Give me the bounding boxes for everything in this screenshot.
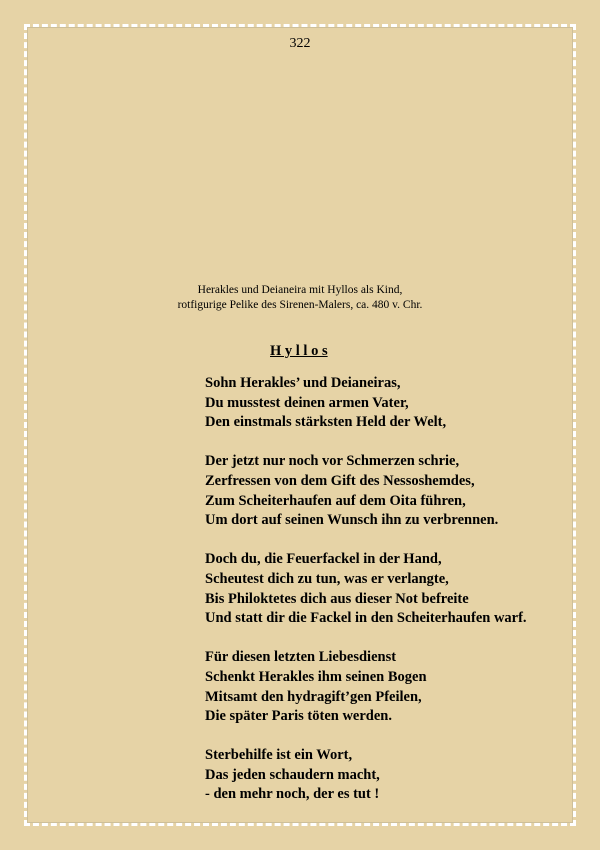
poem-line: Du musstest deinen armen Vater, xyxy=(205,394,409,411)
poem-line: Und statt dir die Fackel in den Scheiterhaufen warf. xyxy=(205,610,527,627)
poem-line: Der jetzt nur noch vor Schmerzen schrie, xyxy=(205,453,460,470)
stanza-5 xyxy=(205,746,527,805)
caption-line-1: Herakles und Deianeira mit Hyllos als Kind, xyxy=(197,284,403,296)
poem-title: H y l l o s xyxy=(270,343,328,359)
page-number: 322 xyxy=(289,36,311,51)
poem-line: Das jeden schaudern macht, xyxy=(205,766,380,783)
poem-line: Den einstmals stärksten Held der Welt, xyxy=(205,414,447,431)
poem-line: Mitsamt den hydragift’gen Pfeilen, xyxy=(205,688,422,705)
poem-line: Bis Philoktetes dich aus dieser Not befreite xyxy=(205,590,469,607)
stanza-3 xyxy=(205,550,527,628)
stanza-1 xyxy=(205,374,527,433)
poem-line: Sterbehilfe ist ein Wort, xyxy=(205,747,353,764)
caption-line-2: rotfigurige Pelike des Sirenen-Malers, ca. 480 v. Chr. xyxy=(177,299,423,311)
poem-line: - den mehr noch, der es tut ! xyxy=(205,786,380,803)
poem-line: Schenkt Herakles ihm seinen Bogen xyxy=(205,668,427,685)
poem-line: Für diesen letzten Liebesdienst xyxy=(205,649,397,666)
stanza-4 xyxy=(205,648,527,726)
poem-line: Doch du, die Feuerfackel in der Hand, xyxy=(205,551,442,568)
poem-line: Um dort auf seinen Wunsch ihn zu verbrennen. xyxy=(205,512,499,529)
poem-body xyxy=(205,374,527,805)
stanza-2 xyxy=(205,452,527,530)
poem-line: Sohn Herakles’ und Deianeiras, xyxy=(205,375,401,391)
poem-line: Zum Scheiterhaufen auf dem Oita führen, xyxy=(205,492,466,509)
poem-line: Die später Paris töten werden. xyxy=(205,708,392,725)
poem-line: Scheutest dich zu tun, was er verlangte, xyxy=(205,570,449,587)
image-caption xyxy=(0,283,600,313)
poem-line: Zerfressen von dem Gift des Nessoshemdes, xyxy=(205,472,475,489)
